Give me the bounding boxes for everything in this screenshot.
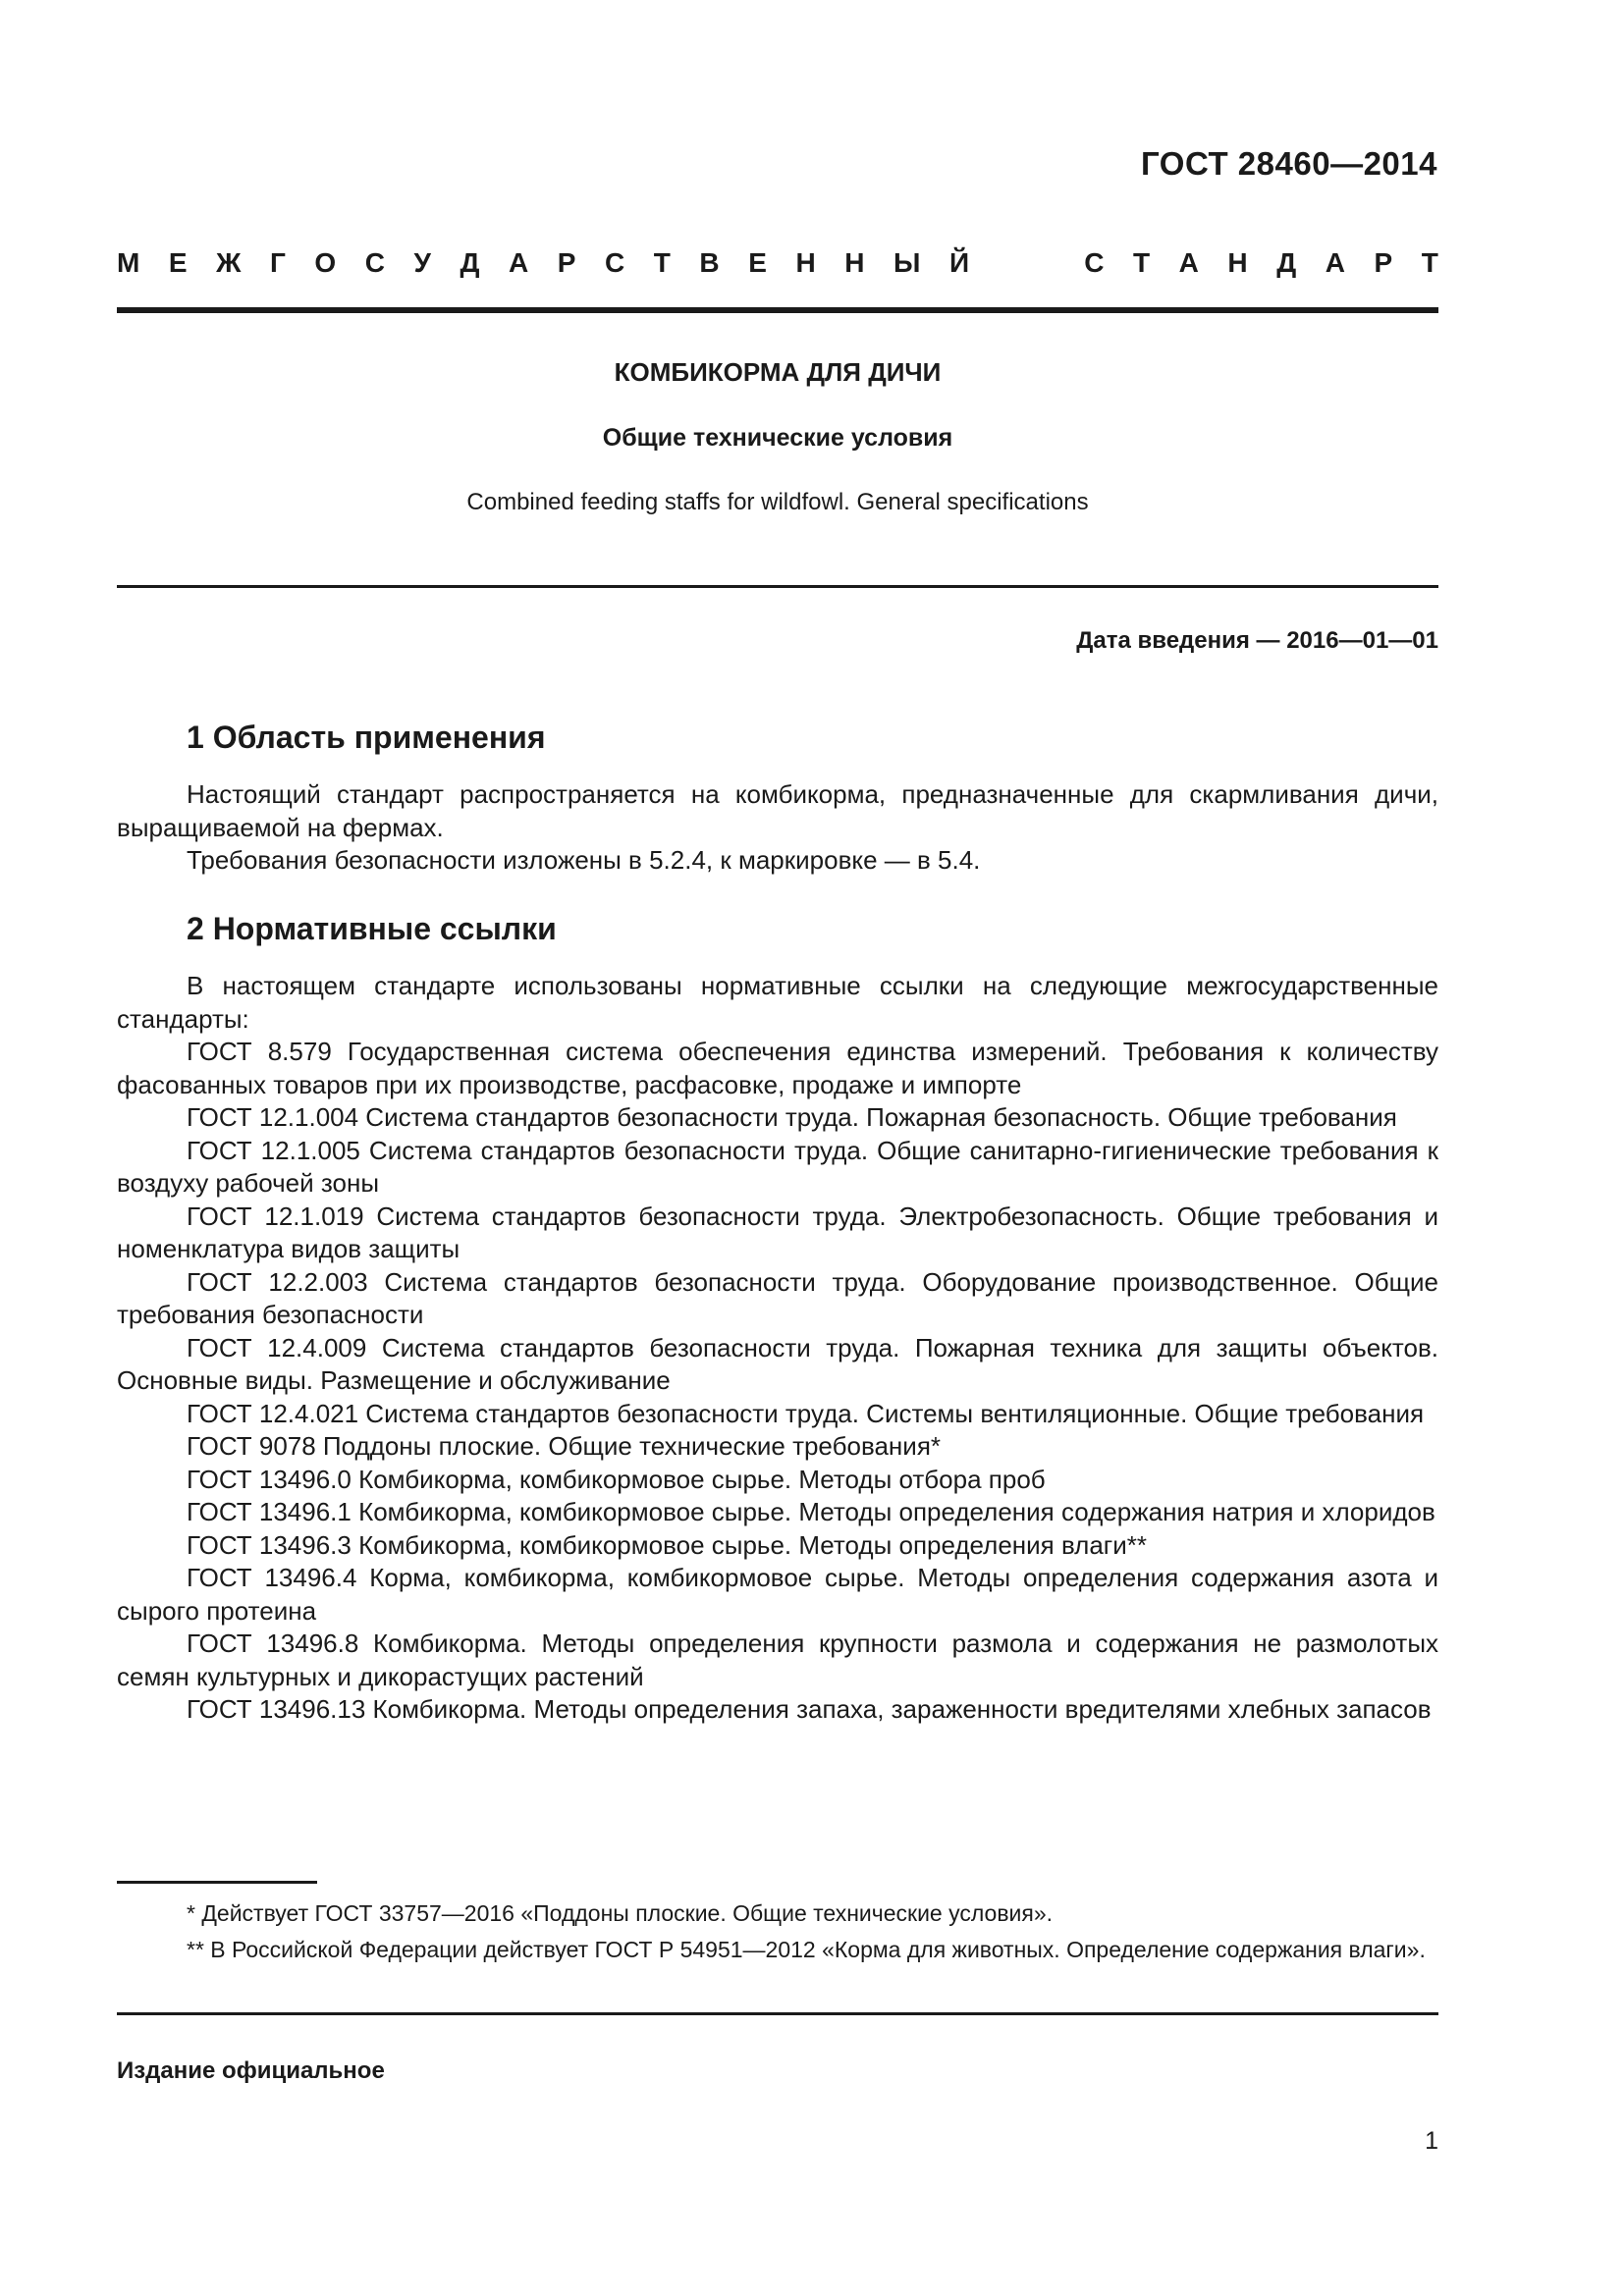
footnote: * Действует ГОСТ 33757—2016 «Поддоны плоские. Общие технические условия».	[187, 1900, 1054, 1926]
page-number: 1	[1425, 2127, 1438, 2155]
banner-letter: Н	[844, 247, 865, 278]
title-rule	[117, 585, 1438, 588]
reference-item: ГОСТ 12.1.019 Система стандартов безопасности труда. Электробезопасность. Общие требования и номенклатура видов защиты	[117, 1201, 1438, 1263]
footnote-separator	[117, 1881, 317, 1884]
reference-item: ГОСТ 13496.4 Корма, комбикорма, комбикормовое сырье. Методы определения содержания азота и сырого протеина	[117, 1563, 1438, 1626]
footnotes	[117, 1898, 1438, 1971]
banner-letter: Т	[1421, 247, 1438, 278]
section-1-body	[117, 778, 1438, 878]
reference-item: ГОСТ 13496.0 Комбикорма, комбикормовое сырье. Методы отбора проб	[187, 1464, 1046, 1494]
reference-item: ГОСТ 12.1.004 Система стандартов безопасности труда. Пожарная безопасность. Общие требования	[187, 1102, 1397, 1132]
banner-letter: Е	[748, 247, 767, 278]
reference-item: ГОСТ 12.4.021 Система стандартов безопасности труда. Системы вентиляционные. Общие требования	[187, 1398, 1425, 1428]
banner-letter: М	[117, 247, 140, 278]
banner-letter: Д	[460, 247, 480, 278]
section-2-heading: 2 Нормативные ссылки	[187, 911, 557, 946]
banner-letter: Т	[653, 247, 671, 278]
reference-item: ГОСТ 9078 Поддоны плоские. Общие технические требования*	[187, 1431, 942, 1461]
footnote: ** В Российской Федерации действует ГОСТ Р 54951—2012 «Корма для животных. Определение содержания влаги».	[187, 1937, 1426, 1962]
banner-letter: А	[1178, 247, 1199, 278]
footer-rule	[117, 2012, 1438, 2015]
reference-item: ГОСТ 13496.1 Комбикорма, комбикормовое сырье. Методы определения содержания натрия и хлоридов	[187, 1497, 1435, 1526]
reference-item: ГОСТ 8.579 Государственная система обеспечения единства измерений. Требования к количеству фасованных товаров при их производстве, расфасовке, продаже и импорте	[117, 1037, 1438, 1099]
banner-letter: Д	[1276, 247, 1297, 278]
reference-item: ГОСТ 13496.13 Комбикорма. Методы определения запаха, зараженности вредителями хлебных запасов	[187, 1694, 1432, 1724]
document-title: КОМБИКОРМА ДЛЯ ДИЧИ	[614, 357, 942, 387]
banner-letter: Й	[948, 247, 970, 278]
banner-letter: В	[699, 247, 720, 278]
standard-banner	[117, 247, 1438, 279]
banner-letter: Т	[1132, 247, 1151, 278]
header-rule	[117, 307, 1438, 313]
section-1-paragraph: Настоящий стандарт распространяется на комбикорма, предназначенные для скармливания дичи, выращиваемой на фермах.	[117, 779, 1438, 842]
banner-letter: У	[413, 247, 431, 278]
banner-gap	[999, 247, 1056, 279]
banner-letter: С	[1084, 247, 1105, 278]
banner-letter: Н	[795, 247, 816, 278]
banner-letter: О	[314, 247, 337, 278]
banner-letter: А	[1325, 247, 1345, 278]
reference-item: ГОСТ 12.4.009 Система стандартов безопасности труда. Пожарная техника для защиты объектов. Основные виды. Размещение и обслуживание	[117, 1332, 1438, 1395]
official-edition-label: Издание официальное	[117, 2057, 385, 2084]
banner-letter: Р	[1374, 247, 1393, 278]
reference-item: ГОСТ 13496.8 Комбикорма. Методы определения крупности размола и содержания не размолотых семян культурных и дикорастущих растений	[117, 1629, 1438, 1691]
banner-letter: Р	[557, 247, 576, 278]
document-number: ГОСТ 28460—2014	[1141, 145, 1437, 182]
banner-letter: Н	[1227, 247, 1248, 278]
banner-letter: Е	[168, 247, 188, 278]
section-2-intro: В настоящем стандарте использованы нормативные ссылки на следующие межгосударственные стандарты:	[117, 971, 1438, 1034]
banner-letter: Ж	[216, 247, 242, 278]
section-1-heading: 1 Область применения	[187, 720, 546, 755]
banner-letter: Ы	[893, 247, 921, 278]
reference-item: ГОСТ 13496.3 Комбикорма, комбикормовое сырье. Методы определения влаги**	[187, 1529, 1148, 1560]
document-subtitle: Общие технические условия	[602, 424, 953, 452]
reference-item: ГОСТ 12.1.005 Система стандартов безопасности труда. Общие санитарно-гигиенические требования к воздуху рабочей зоны	[117, 1135, 1438, 1198]
banner-letter: Г	[269, 247, 286, 278]
introduction-date: Дата введения — 2016—01—01	[1076, 627, 1438, 654]
section-1-paragraph: Требования безопасности изложены в 5.2.4, к маркировке — в 5.4.	[187, 845, 981, 875]
reference-item: ГОСТ 12.2.003 Система стандартов безопасности труда. Оборудование производственное. Общие требования безопасности	[117, 1266, 1438, 1329]
banner-letter: А	[508, 247, 529, 278]
banner-letter: С	[604, 247, 625, 278]
document-title-english: Combined feeding staffs for wildfowl. General specifications	[466, 489, 1089, 515]
banner-letter: С	[364, 247, 385, 278]
section-2-body	[117, 970, 1438, 1727]
